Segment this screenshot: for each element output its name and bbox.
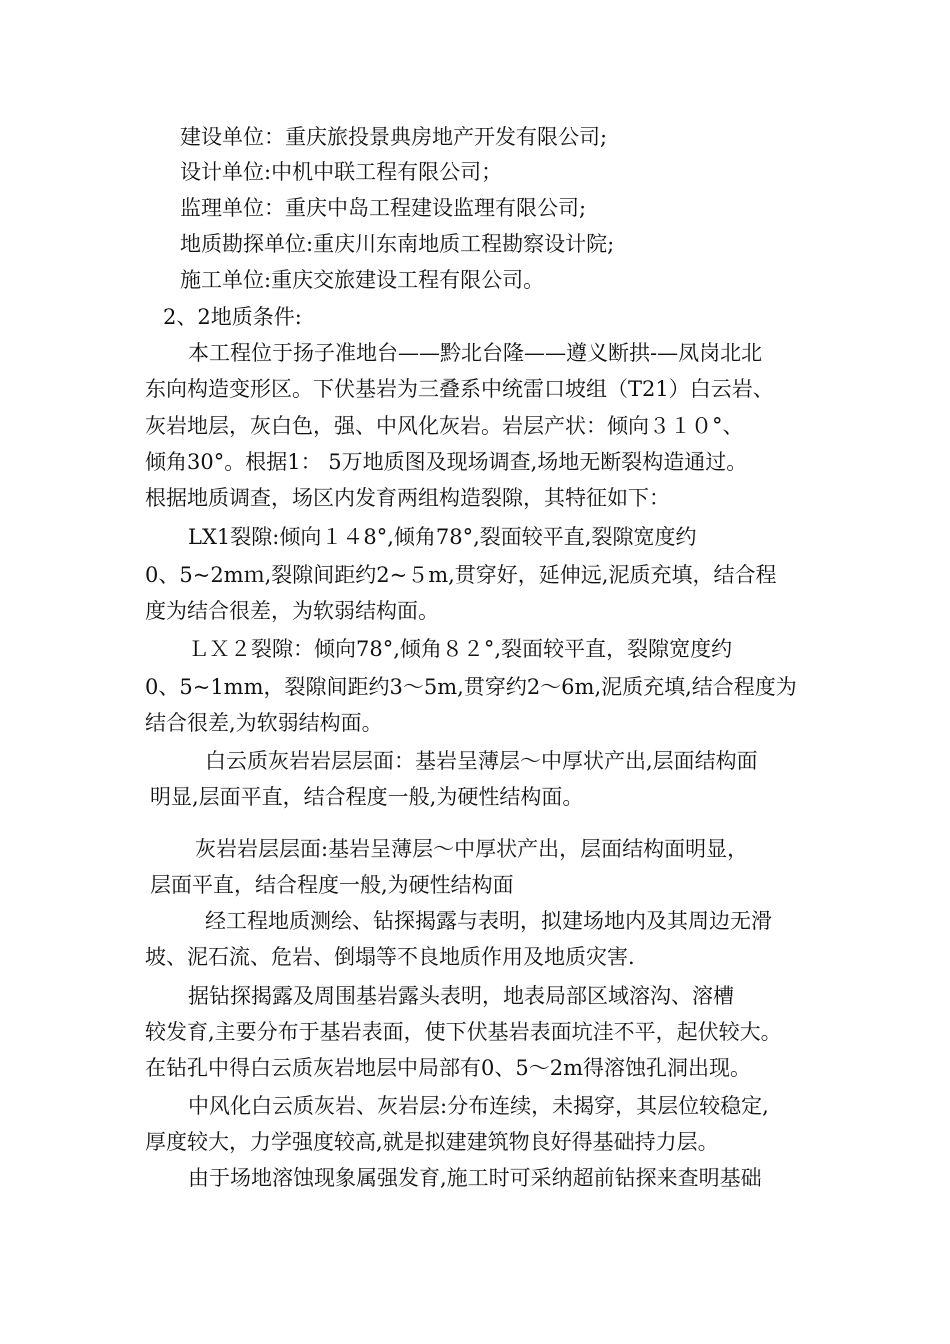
section-heading: 2、2地质条件: — [163, 305, 302, 329]
paragraph-line: 由于场地溶蚀现象属强发育,施工时可采纳超前钻探来查明基础 — [188, 1166, 762, 1190]
paragraph-line: 本工程位于扬子准地台——黔北台隆——遵义断拱-—凤岗北北 — [188, 341, 763, 365]
paragraph-line: 白云质灰岩岩层层面：基岩呈薄层～中厚状产出,层面结构面 — [205, 749, 758, 773]
paragraph-line: 根据地质调查，场区内发育两组构造裂隙，其特征如下： — [145, 486, 670, 510]
paragraph-line: 倾角30°。根据1： 5万地质图及现场调查,场地无断裂构造通过。 — [145, 450, 748, 474]
unit-contractor: 施工单位:重庆交旅建设工程有限公司。 — [180, 268, 545, 292]
unit-survey: 地质勘探单位:重庆川东南地质工程勘察设计院; — [180, 232, 615, 256]
paragraph-line: 较发育,主要分布于基岩表面，使下伏基岩表面坑洼不平，起伏较大。 — [145, 1020, 782, 1044]
paragraph-line: 经工程地质测绘、钻探揭露与表明，拟建场地内及其周边无滑 — [205, 909, 772, 933]
paragraph-line: LX1裂隙:倾向１４8°,倾角78°,裂面较平直,裂隙宽度约 — [188, 525, 697, 549]
paragraph-line: 中风化白云质灰岩、灰岩层:分布连续，未揭穿，其层位较稳定, — [188, 1094, 769, 1118]
paragraph-line: ＬＸ２裂隙：倾向78°,倾角８２°,裂面较平直，裂隙宽度约 — [188, 637, 733, 661]
paragraph-line: 灰岩岩层层面:基岩呈薄层～中厚状产出，层面结构面明显， — [195, 837, 749, 861]
unit-construction: 建设单位：重庆旅投景典房地产开发有限公司; — [180, 125, 608, 149]
unit-supervision: 监理单位：重庆中岛工程建设监理有限公司; — [180, 196, 587, 220]
paragraph-line: 0、5~2mｍ,裂隙间距约2~５m,贯穿好，延伸远,泥质充填，结合程 — [145, 563, 777, 587]
paragraph-line: 东向构造变形区。下伏基岩为三叠系中统雷口坡组（T21）白云岩、 — [145, 377, 774, 401]
paragraph-line: 0、5~1mm，裂隙间距约3～5m,贯穿约2～6m,泥质充填,结合程度为 — [145, 675, 797, 699]
paragraph-line: 厚度较大，力学强度较高,就是拟建建筑物良好得基础持力层。 — [145, 1130, 719, 1154]
paragraph-line: 层面平直，结合程度一般,为硬性结构面 — [150, 873, 514, 897]
paragraph-line: 坡、泥石流、危岩、倒塌等不良地质作用及地质灾害. — [145, 945, 635, 969]
paragraph-line: 结合很差,为软弱结构面。 — [145, 711, 383, 735]
paragraph-line: 明显,层面平直，结合程度一般,为硬性结构面。 — [150, 785, 584, 809]
paragraph-line: 在钻孔中得白云质灰岩地层中局部有0、5～2m得溶蚀孔洞出现。 — [145, 1056, 751, 1080]
paragraph-line: 据钻探揭露及周围基岩露头表明，地表局部区域溶沟、溶槽 — [188, 984, 734, 1008]
unit-design: 设计单位:中机中联工程有限公司； — [180, 160, 503, 184]
paragraph-line: 灰岩地层，灰白色，强、中风化灰岩。岩层产状：倾向３１０°、 — [145, 414, 744, 438]
paragraph-line: 度为结合很差，为软弱结构面。 — [145, 599, 439, 623]
